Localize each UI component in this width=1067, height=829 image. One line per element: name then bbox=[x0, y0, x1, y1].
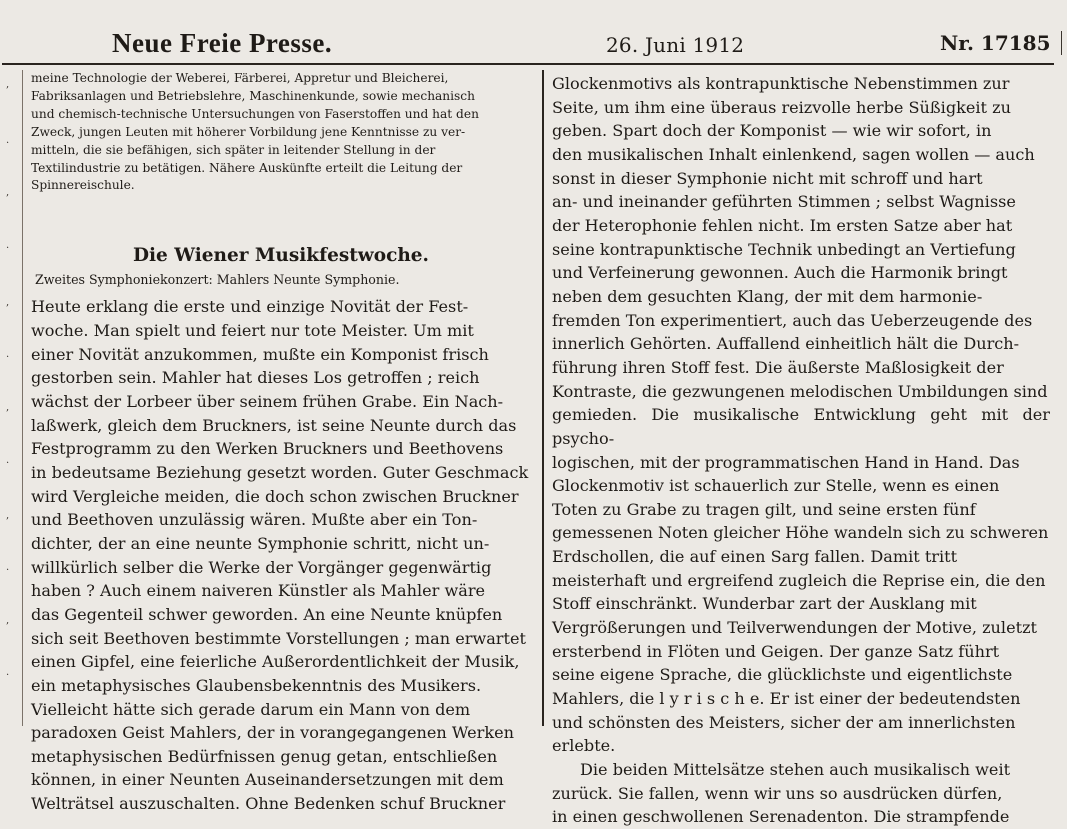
article-heading: Die Wiener Musikfestwoche. bbox=[132, 245, 429, 267]
margin-mark: . bbox=[6, 349, 10, 360]
margin-mark: , bbox=[6, 187, 10, 198]
newspaper-masthead: Neue Freie Presse. bbox=[112, 28, 333, 58]
margin-mark: . bbox=[6, 562, 10, 573]
column-divider bbox=[542, 70, 544, 726]
left-column bbox=[31, 70, 531, 816]
margin-mark: , bbox=[6, 297, 10, 308]
margin-mark: , bbox=[6, 510, 10, 521]
margin-mark: , bbox=[6, 79, 10, 90]
continued-article-paragraph-1: Glockenmotivs als kontrapunktische Nebenstimmen zur Seite, um ihm eine überaus reizvolle herbe Süßigkeit zu geben. Spart doch der Komponist — wie wir sofort, in den musikalischen Inhalt einlenkend, sagen wollen — auch sonst in dieser Symphonie nicht mit schroff und hart an- und ineinander geführten Stimmen ; selbst Wagnisse der Heterophonie fehlen nicht. Im ersten Satze aber hat seine kontrapunktische Technik unbedingt an Vertiefung und Verfeinerung gewonnen. Auch die Harmonik bringt neben dem gesuchten Klang, der mit dem harmonie- fremden Ton experimentiert, auch das Ueberzeugende des innerlich Gehörten. Auffallend einheitlich hält die Durch- führung ihren Stoff fest. Die äußerste Maßlosigkeit der Kontraste, die gezwungenen melodischen Umbildungen sind gemieden. Die musikalische Entwicklung geht mit der psycho- logischen, mit der programmatischen Hand in Hand. Das Glockenmotiv ist schauerlich zur Stelle, wenn es einen Toten zu Grabe zu tragen gilt, und seine ersten fünf gemessenen Noten gleicher Höhe wandeln sich zu schweren Erdschollen, die auf einen Sarg fallen. Damit tritt meisterhaft und ergreifend zugleich die Reprise ein, die den Stoff einschränkt. Wunderbar zart der Ausklang mit Vergrößerungen und Teilverwendungen der Motive, zuletzt ersterbend in Flöten und Geigen. Der ganze Satz führt seine eigene Sprache, die glücklichste und eigentlichste Mahlers, die l y r i s c h e. Er ist einer der bedeutendsten und schönsten des Meisters, sicher der am innerlichsten erlebte. bbox=[552, 74, 1050, 756]
margin-mark: . bbox=[6, 135, 10, 146]
margin-mark: . bbox=[6, 240, 10, 251]
margin-mark: , bbox=[6, 402, 10, 413]
article-subheading: Zweites Symphoniekonzert: Mahlers Neunte Symphonie. bbox=[35, 272, 400, 288]
issue-date: 26. Juni 1912 bbox=[606, 33, 745, 57]
issue-number: Nr. 17185 bbox=[940, 31, 1062, 55]
margin-mark: , bbox=[6, 615, 10, 626]
header-divider-rule bbox=[2, 63, 1054, 65]
margin-mark: . bbox=[6, 455, 10, 466]
continued-article-paragraph-2: Die beiden Mittelsätze stehen auch musikalisch weit zurück. Sie fallen, wenn wir uns so ausdrücken dürfen, in einen geschwollenen Serenadenton. Die strampfende bbox=[552, 760, 1011, 827]
right-column bbox=[552, 72, 1050, 829]
margin-rule bbox=[22, 70, 23, 726]
margin-mark: . bbox=[6, 667, 10, 678]
school-notice-paragraph: meine Technologie der Weberei, Färberei, Appretur und Bleicherei, Fabriksanlagen und Betriebslehre, Maschinenkunde, sowie mechanisch und chemisch-technische Untersuchungen von Faserstoffen und hat den Zweck, jungen Leuten mit höherer Vorbildung jene Kenntnisse zu ver- mitteln, die sie befähigen, sich später in leitender Stellung in der Textilindustrie zu betätigen. Nähere Auskünfte erteilt die Leitung der Spinnereischule. bbox=[31, 71, 479, 193]
article-body-paragraph: Heute erklang die erste und einzige Novität der Fest- woche. Man spielt und feiert nur tote Meister. Um mit einer Novität anzukommen, mußte ein Komponist frisch gestorben sein. Mahler hat dieses Los getroffen ; reich wächst der Lorbeer über seinem frühen Grabe. Ein Nach- laßwerk, gleich dem Bruckners, ist seine Neunte durch das Festprogramm zu den Werken Bruckners und Beethovens in bedeutsame Beziehung gesetzt worden. Guter Geschmack wird Vergleiche meiden, die doch schon zwischen Bruckner und Beethoven unzulässig wären. Mußte aber ein Ton- dichter, der an eine neunte Symphonie schritt, nicht un- willkürlich selber die Werke der Vorgänger gegenwärtig haben ? Auch einem naiveren Künstler als Mahler wäre das Gegenteil schwer geworden. An eine Neunte knüpfen sich seit Beethoven bestimmte Vorstellungen ; man erwartet einen Gipfel, eine feierliche Außerordentlichkeit der Musik, ein metaphysisches Glaubensbekenntnis des Musikers. Vielleicht hätte sich gerade darum ein Mann von dem paradoxen Geist Mahlers, der in vorangegangenen Werken metaphysischen Bedürfnissen genug getan, entschließen können, in einer Neunten Auseinandersetzungen mit dem Welträtsel auszuschalten. Ohne Bedenken schuf Bruckner bbox=[31, 297, 529, 814]
page-header bbox=[0, 0, 1067, 64]
left-margin-strip bbox=[0, 70, 20, 726]
